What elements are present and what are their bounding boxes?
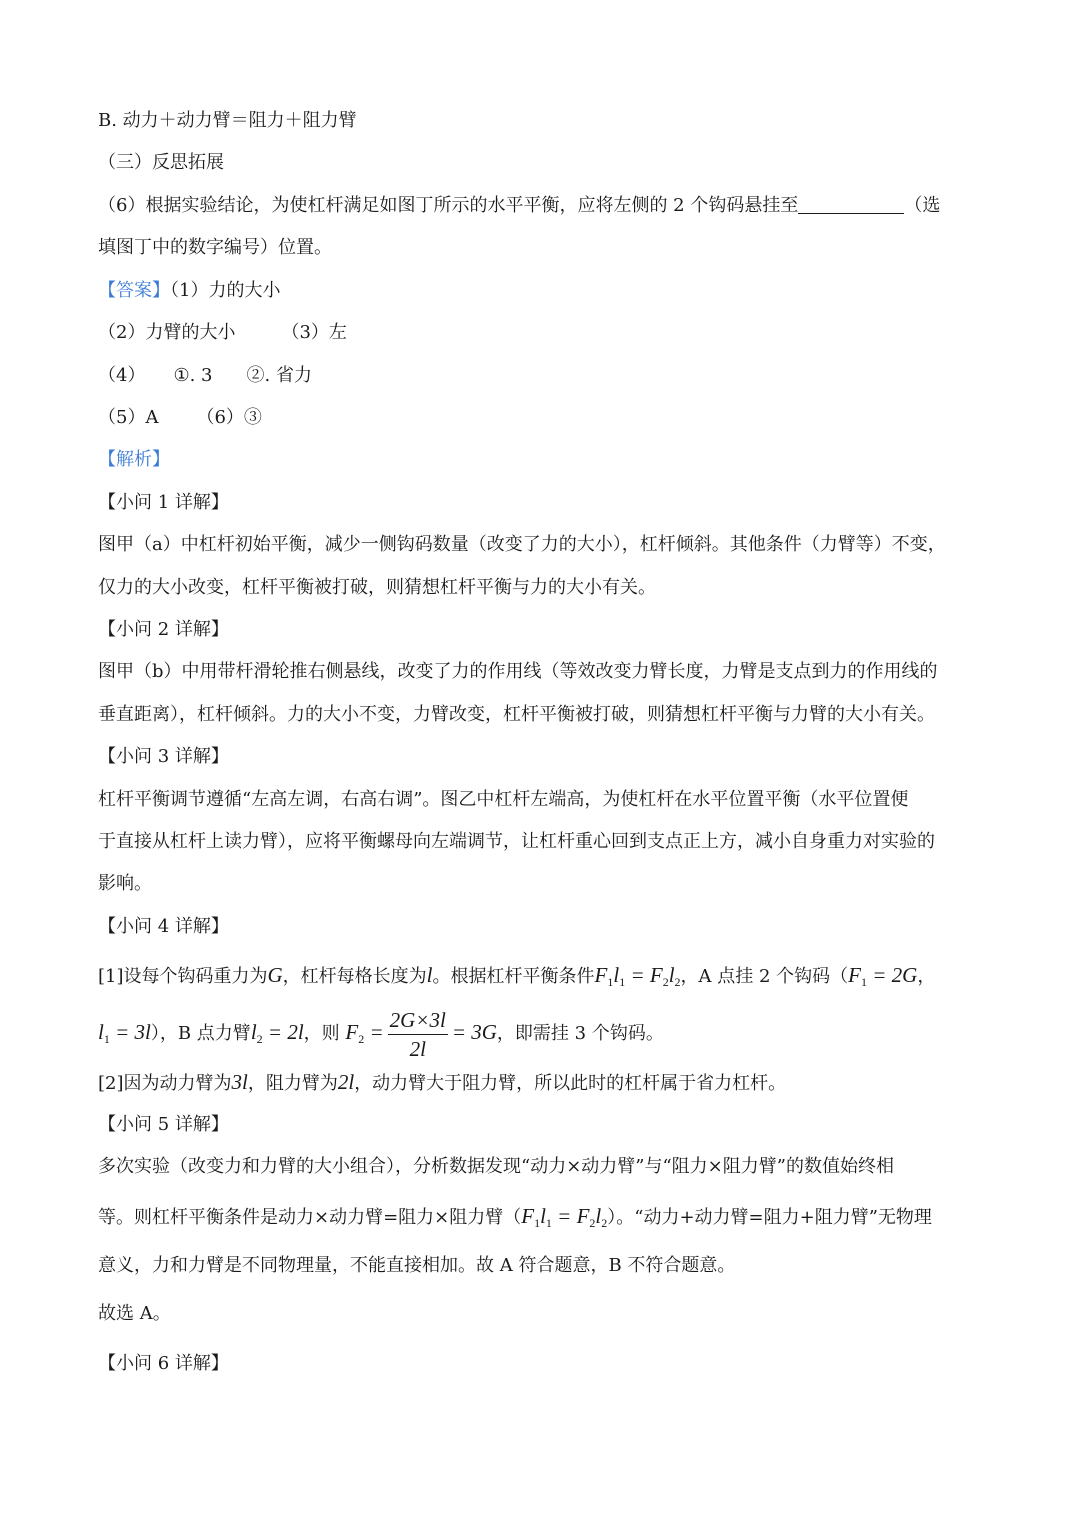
text-run: ，A 点挂 2 个钩码（ bbox=[680, 966, 849, 987]
answer-line-3 bbox=[98, 364, 312, 388]
answer-line-2 bbox=[98, 321, 347, 345]
subq-4-line-1 bbox=[98, 963, 935, 994]
math-f2-result: = 3G bbox=[451, 1020, 497, 1044]
math-balance-condition: $F_1l_1 = F_2l_2$ bbox=[521, 1204, 608, 1230]
text-run: ）。“动力+动力臂=阻力+阻力臂”无物理 bbox=[607, 1207, 932, 1228]
subq-5-text: 意义，力和力臂是不同物理量，不能直接相加。故 A 符合题意，B 不符合题意。 bbox=[98, 1255, 736, 1276]
subq-4-line-3 bbox=[98, 1070, 786, 1096]
text-run: ），B 点力臂 bbox=[150, 1023, 251, 1044]
math-fraction bbox=[388, 1008, 448, 1061]
math-var-G: G bbox=[267, 963, 283, 987]
text-run: 。根据杠杆平衡条件 bbox=[432, 966, 595, 987]
section-heading: （三）反思拓展 bbox=[98, 152, 224, 173]
answer-line-1 bbox=[98, 279, 280, 303]
fraction-denominator: 2l bbox=[409, 1036, 426, 1061]
math-3l: 3l bbox=[231, 1070, 248, 1094]
answer-blank bbox=[798, 195, 904, 214]
answer-4-part-1: ①. 3 bbox=[173, 365, 213, 386]
subq-1-text: 仅力的大小改变，杠杆平衡被打破，则猜想杠杆平衡与力的大小有关。 bbox=[98, 577, 656, 598]
answer-6: （6）③ bbox=[196, 407, 262, 428]
subq-4-line-2 bbox=[98, 1006, 664, 1065]
math-f2: $F_2$ = bbox=[345, 1020, 384, 1046]
question-6-text: （6）根据实验结论，为使杠杆满足如图丁所示的水平平衡，应将左侧的 2 个钩码悬挂至 bbox=[98, 195, 799, 216]
subq-2-heading: 【小问 2 详解】 bbox=[98, 619, 229, 640]
question-6 bbox=[98, 194, 940, 218]
text-run: ，即需挂 3 个钩码。 bbox=[496, 1023, 664, 1044]
subq-1-text: 图甲（a）中杠杆初始平衡，减少一侧钩码数量（改变了力的大小），杠杆倾斜。其他条件（力臂等）不变， bbox=[98, 534, 946, 555]
math-f1: $F_1 = 2G$ bbox=[848, 963, 918, 989]
subq-5-heading: 【小问 5 详解】 bbox=[98, 1114, 229, 1135]
subq-2-text: 图甲（b）中用带杆滑轮推右侧悬线，改变了力的作用线（等效改变力臂长度，力臂是支点到力的作用线的 bbox=[98, 661, 938, 682]
analysis-tag: 【解析】 bbox=[98, 449, 170, 470]
subq-5-text bbox=[98, 1204, 932, 1235]
text-run: ，阻力臂为 bbox=[247, 1073, 338, 1094]
answer-3: （3）左 bbox=[281, 322, 347, 343]
subq-3-text: 杠杆平衡调节遵循“左高左调，右高右调”。图乙中杠杆左端高，为使杠杆在水平位置平衡（水平位置便 bbox=[98, 789, 909, 810]
answer-line-4 bbox=[98, 406, 262, 430]
subq-5-conclusion: 故选 A。 bbox=[98, 1303, 171, 1324]
subq-1-heading: 【小问 1 详解】 bbox=[98, 492, 229, 513]
text-run: ，动力臂大于阻力臂，所以此时的杠杆属于省力杠杆。 bbox=[354, 1073, 787, 1094]
answer-2: （2）力臂的大小 bbox=[98, 322, 236, 343]
text-run: [1]设每个钩码重力为 bbox=[98, 966, 268, 987]
subq-3-heading: 【小问 3 详解】 bbox=[98, 746, 229, 767]
subq-2-text: 垂直距离），杠杆倾斜。力的大小不变，力臂改变，杠杆平衡被打破，则猜想杠杆平衡与力臂的大小有关。 bbox=[98, 704, 935, 725]
text-run: ，杠杆每格长度为 bbox=[282, 966, 427, 987]
text-run: 等。则杠杆平衡条件是动力×动力臂=阻力×阻力臂（ bbox=[98, 1207, 522, 1228]
fraction-numerator: 2G×3l bbox=[388, 1008, 448, 1035]
text-run: ， bbox=[917, 966, 936, 987]
question-6-text-tail: （选 bbox=[904, 195, 941, 216]
answer-5: （5）A bbox=[98, 407, 159, 428]
text-run: [2]因为动力臂为 bbox=[98, 1073, 232, 1094]
question-6-cont: 填图丁中的数字编号）位置。 bbox=[98, 237, 332, 258]
subq-5-text: 多次实验（改变力和力臂的大小组合），分析数据发现“动力×动力臂”与“阻力×阻力臂”的数值始终相 bbox=[98, 1156, 894, 1177]
math-balance-condition: $F_1l_1 = F_2l_2$ bbox=[594, 963, 681, 989]
subq-6-heading: 【小问 6 详解】 bbox=[98, 1353, 229, 1374]
answer-1: （1）力的大小 bbox=[170, 280, 281, 301]
option-b: B. 动力＋动力臂＝阻力＋阻力臂 bbox=[98, 110, 357, 131]
math-l1: $l_1 = 3l$ bbox=[98, 1020, 151, 1046]
answer-4: （4） bbox=[98, 365, 146, 386]
answer-4-part-2: ②. 省力 bbox=[246, 365, 312, 386]
answer-tag: 【答案】 bbox=[98, 280, 170, 301]
text-run: ，则 bbox=[303, 1023, 340, 1044]
math-2l: 2l bbox=[337, 1070, 355, 1094]
subq-4-heading: 【小问 4 详解】 bbox=[98, 916, 229, 937]
subq-3-text: 于直接从杠杆上读力臂），应将平衡螺母向左端调节，让杠杆重心回到支点正上方，减小自身重力对实验的 bbox=[98, 831, 935, 852]
math-l2: $l_2 = 2l$ bbox=[250, 1020, 304, 1046]
math-var-l: l bbox=[426, 963, 433, 987]
subq-3-text: 影响。 bbox=[98, 873, 152, 894]
